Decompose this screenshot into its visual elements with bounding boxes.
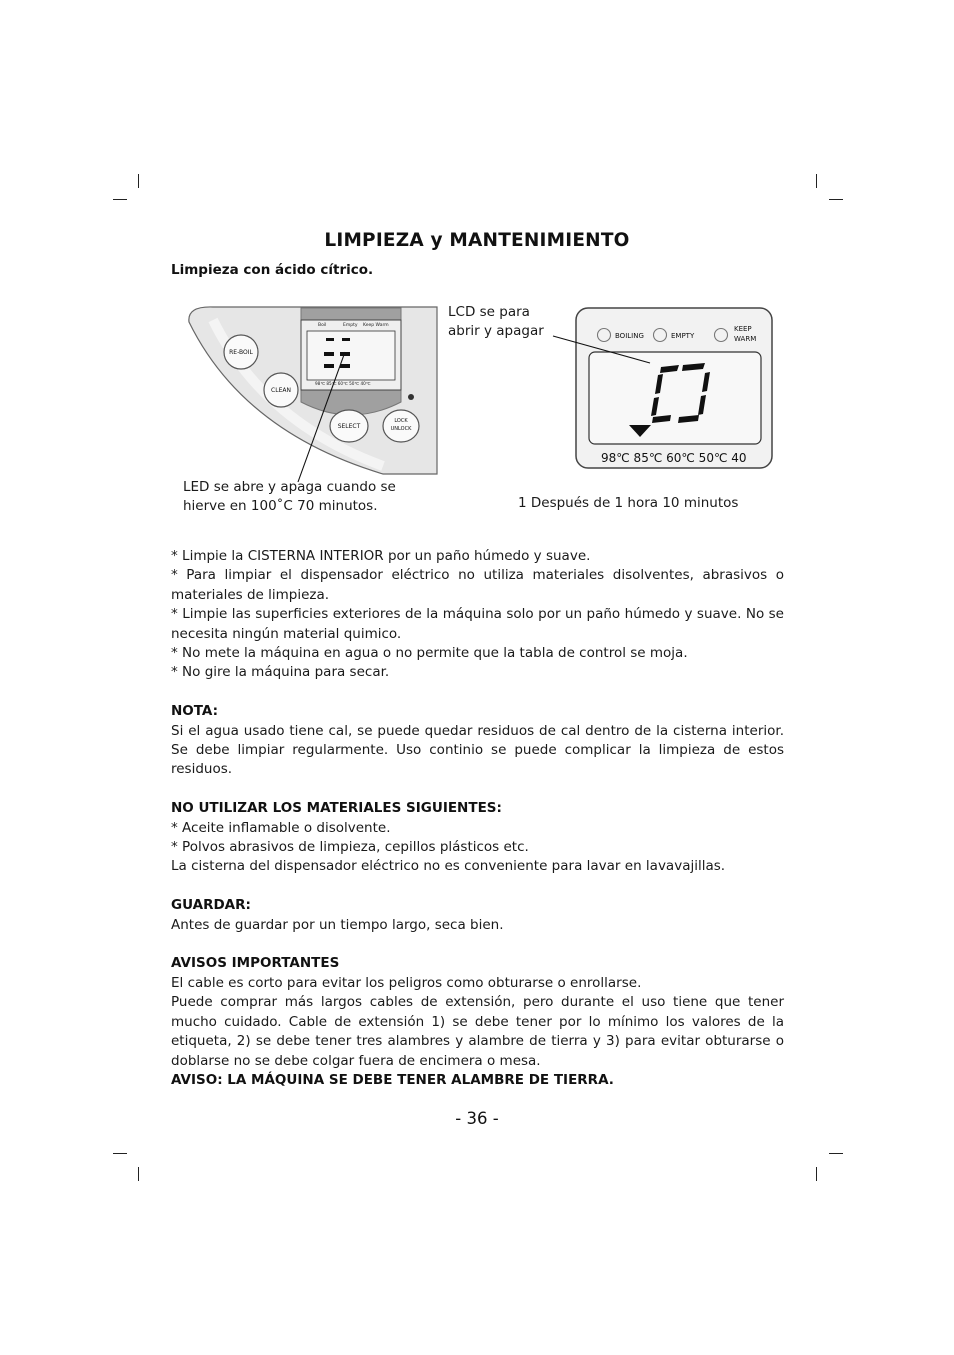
unlock-label: UNLOCK bbox=[390, 426, 412, 432]
guardar-heading: GUARDAR: bbox=[171, 897, 251, 914]
no-utilizar-heading: NO UTILIZAR LOS MATERIALES SIGUIENTES: bbox=[171, 800, 502, 817]
lcd-boiling-label: BOILING bbox=[615, 332, 644, 340]
lcd-temps: 98℃ 85℃ 60℃ 50℃ 40 bbox=[601, 451, 747, 465]
bullet-item: * Limpie la CISTERNA INTERIOR por un paño húmedo y suave. bbox=[171, 548, 591, 564]
crop-mark bbox=[829, 1153, 843, 1154]
crop-mark bbox=[816, 1167, 817, 1181]
lcd-warm-label: WARM bbox=[734, 335, 757, 343]
caption-lcd-line1: LCD se para bbox=[448, 304, 530, 320]
caption-lcd bbox=[448, 303, 544, 341]
panel-temps: 98℃ 85℃ 60℃ 50℃ 40℃ bbox=[315, 381, 371, 386]
caption-led-line1: LED se abre y apaga cuando se bbox=[183, 479, 396, 495]
page-number: - 36 - bbox=[455, 1109, 499, 1128]
bullet-item: * Limpie las superficies exteriores de la máquina solo por un paño húmedo y suave. No se necesita ningún material quimico. bbox=[171, 606, 784, 642]
crop-mark bbox=[113, 1153, 127, 1154]
avisos-text: Puede comprar más largos cables de extensión, pero durante el uso tiene que tener mucho cuidado. Cable de extensión 1) se debe tener por lo mínimo los valores de la etiqueta, 2) se debe tener tres alambres y alambre de tierra y 3) para evitar obturarse o doblarse no se debe colgar fuera de encimera o mesa. bbox=[171, 994, 784, 1069]
panel-label-boil: Boil bbox=[318, 323, 327, 328]
section-subtitle: Limpieza con ácido cítrico. bbox=[171, 262, 374, 278]
panel-label-keepwarm: Keep Warm bbox=[363, 323, 389, 328]
bullet-item: * Para limpiar el dispensador eléctrico no utiliza materiales disolventes, abrasivos o materiales de limpieza. bbox=[171, 567, 784, 603]
nota-heading: NOTA: bbox=[171, 703, 219, 720]
no-utilizar-text: La cisterna del dispensador eléctrico no es conveniente para lavar en lavavajillas. bbox=[171, 858, 726, 875]
caption-led bbox=[183, 478, 396, 516]
caption-led-line2: hierve en 100˚C 70 minutos. bbox=[183, 498, 378, 514]
list-item: * Aceite inflamable o disolvente. bbox=[171, 819, 391, 836]
list-item: * Polvos abrasivos de limpieza, cepillos plásticos etc. bbox=[171, 839, 529, 856]
crop-mark bbox=[138, 1167, 139, 1181]
lock-label: LOCK bbox=[394, 418, 408, 424]
nota-text: Si el agua usado tiene cal, se puede quedar residuos de cal dentro de la cisterna interior. Se debe limpiar regularmente. Uso continio se puede complicar la limpieza de estos residuos. bbox=[171, 722, 784, 778]
clean-label: CLEAN bbox=[271, 387, 291, 394]
body-text bbox=[171, 547, 784, 1090]
page-title: LIMPIEZA y MANTENIMIENTO bbox=[324, 230, 630, 251]
bullet-item: * No gire la máquina para secar. bbox=[171, 664, 390, 681]
caption-after: 1 Después de 1 hora 10 minutos bbox=[518, 495, 739, 511]
avisos-line1: El cable es corto para evitar los peligros como obturarse o enrollarse. bbox=[171, 974, 642, 991]
lcd-empty-label: EMPTY bbox=[671, 332, 695, 340]
leader-lines bbox=[0, 0, 954, 600]
lcd-keep-label: KEEP bbox=[734, 325, 752, 333]
caption-lcd-line2: abrir y apagar bbox=[448, 323, 544, 339]
guardar-text: Antes de guardar por un tiempo largo, seca bien. bbox=[171, 916, 504, 933]
panel-label-empty: Empty bbox=[343, 323, 358, 328]
select-label: SELECT bbox=[337, 423, 361, 430]
avisos-heading: AVISOS IMPORTANTES bbox=[171, 955, 340, 972]
reboil-label: RE-BOIL bbox=[229, 349, 253, 356]
bullet-item: * No mete la máquina en agua o no permite que la tabla de control se moja. bbox=[171, 645, 688, 662]
aviso-final: AVISO: LA MÁQUINA SE DEBE TENER ALAMBRE DE TIERRA. bbox=[171, 1071, 614, 1088]
